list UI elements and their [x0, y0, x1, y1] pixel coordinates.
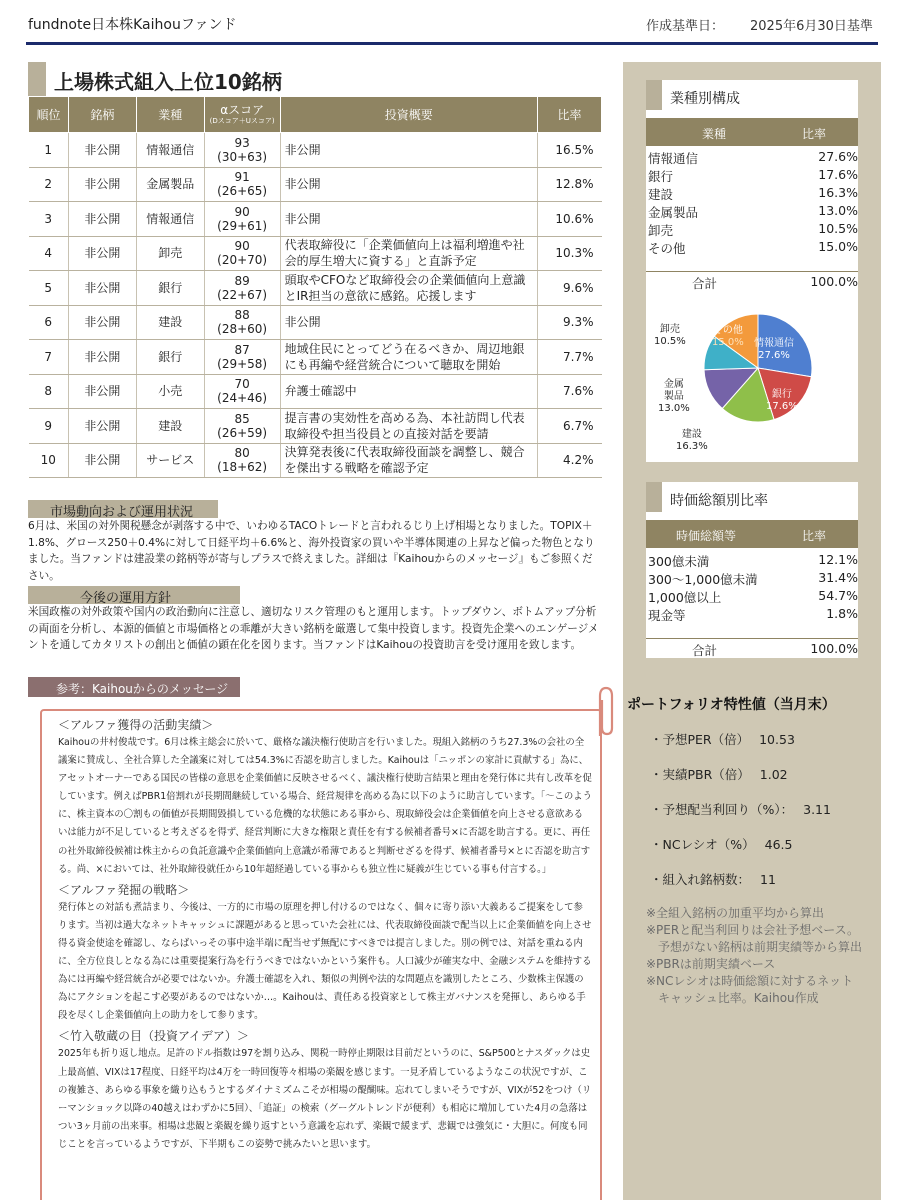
holdings-header-row — [29, 97, 602, 133]
industry-row-value: 16.3% — [818, 185, 858, 200]
portfolio-item — [650, 800, 831, 818]
row-score-detail: (18+62) — [217, 460, 268, 475]
title-accent-bar — [646, 482, 662, 512]
pie-label-bank-value: 17.6% — [766, 401, 798, 412]
pie-label-other-name: その他 — [712, 325, 743, 336]
row-industry: 金属製品 — [136, 167, 204, 202]
portfolio-note: ※PBRは前期実績ベース — [646, 957, 776, 971]
row-rank: 6 — [29, 305, 69, 340]
portfolio-item — [650, 765, 788, 783]
col-name: 銘柄 — [68, 97, 136, 133]
pie-label-const — [676, 429, 708, 453]
row-industry: 銀行 — [136, 271, 204, 306]
industry-row-value: 17.6% — [818, 167, 858, 182]
row-score-value: 89 — [234, 273, 250, 288]
col-industry: 業種 — [136, 97, 204, 133]
industry-row-value: 15.0% — [818, 239, 858, 254]
industry-col-name: 業種 — [702, 127, 727, 141]
pie-label-whole-name: 卸売 — [659, 324, 680, 335]
portfolio-item-label: ・組入れ銘柄数： — [650, 872, 751, 887]
row-score-detail: (29+58) — [217, 356, 268, 371]
message-section-title: ＜アルファ獲得の活動実績＞ — [58, 718, 214, 732]
row-score — [204, 236, 280, 271]
portfolio-item-value: 46.5 — [764, 837, 793, 852]
row-name: 非公開 — [68, 340, 136, 375]
table-row — [29, 167, 602, 202]
pie-label-other — [712, 325, 744, 349]
header-rule — [26, 42, 878, 45]
paperclip-icon — [592, 684, 620, 740]
table-row — [29, 374, 602, 409]
pie-label-info-value: 27.6% — [758, 350, 790, 361]
row-score-value: 90 — [234, 239, 250, 254]
industry-total-row — [646, 271, 858, 289]
row-rank: 9 — [29, 409, 69, 444]
cap-total-row — [646, 638, 858, 656]
row-score-value: 90 — [234, 204, 250, 219]
cap-row-label: 1,000億以上 — [648, 590, 722, 605]
industry-row-value: 10.5% — [818, 221, 858, 236]
industry-row-value: 27.6% — [818, 149, 858, 164]
row-ratio: 9.6% — [538, 271, 602, 306]
fund-name: fundnote日本株Kaihouファンド — [28, 17, 237, 33]
pie-label-bank — [766, 389, 798, 413]
industry-row — [646, 166, 858, 184]
row-rank: 10 — [29, 443, 69, 478]
pie-label-info — [754, 338, 794, 362]
row-summary: 地域住民にとってどう在るべきか、周辺地銀にも再編や経営統合について聴取を開始 — [280, 340, 537, 375]
portfolio-note: 予想がない銘柄は前期実績等から算出 — [646, 940, 863, 954]
row-score-value: 80 — [234, 446, 250, 461]
row-score-detail: (30+63) — [217, 149, 268, 164]
industry-row — [646, 184, 858, 202]
row-ratio: 7.7% — [538, 340, 602, 375]
row-name: 非公開 — [68, 271, 136, 306]
row-score — [204, 443, 280, 478]
message-section-3 — [56, 1027, 592, 1154]
market-text: 6月は、米国の対外関税懸念が剥落する中で、いわゆるTACOトレードと言われるじり上げ相場となりました。TOPIX＋1.8%、グロース250＋0.4%に対して日経平均＋6.6%と、海外投資家の買いや半導体関連の上昇など偏った物色となりました。当ファンドは建設業の銘柄等が寄与しプラスで終えました。詳細は『Kaihouからのメッセージ』もご参照ください。 — [28, 520, 595, 582]
portfolio-item-value: 1.02 — [759, 767, 788, 782]
row-score — [204, 374, 280, 409]
row-industry: 建設 — [136, 305, 204, 340]
industry-row-value: 13.0% — [818, 203, 858, 218]
row-score-value: 85 — [234, 411, 250, 426]
portfolio-item — [650, 870, 776, 888]
row-score-detail: (29+61) — [217, 218, 268, 233]
row-score-value: 70 — [234, 377, 250, 392]
portfolio-note: ※全組入銘柄の加重平均から算出 — [646, 906, 825, 920]
row-summary: 非公開 — [280, 305, 537, 340]
portfolio-item-value: 3.11 — [803, 802, 831, 817]
industry-row-label: その他 — [648, 241, 686, 256]
pie-label-metal-name-1: 金属 — [663, 379, 684, 390]
pie-label-metal-name-2: 製品 — [663, 391, 684, 402]
col-score — [204, 97, 280, 133]
row-ratio: 4.2% — [538, 443, 602, 478]
holdings-title: 上場株式組入上位10銘柄 — [54, 70, 282, 94]
cap-row — [646, 569, 858, 587]
row-score-detail: (28+60) — [217, 322, 268, 337]
table-row — [29, 305, 602, 340]
row-summary: 非公開 — [280, 202, 537, 237]
row-ratio: 12.8% — [538, 167, 602, 202]
title-accent-bar — [646, 80, 662, 110]
col-summary: 投資概要 — [280, 97, 537, 133]
cap-col-ratio: 比率 — [802, 529, 827, 543]
table-row — [29, 409, 602, 444]
row-ratio: 16.5% — [538, 133, 602, 168]
cap-row-label: 現金等 — [648, 608, 686, 623]
title-accent-bar — [28, 62, 46, 96]
row-summary: 非公開 — [280, 133, 537, 168]
portfolio-item-label: ・予想PER（倍） — [650, 732, 750, 747]
cap-col-name: 時価総額等 — [676, 529, 737, 543]
row-name: 非公開 — [68, 202, 136, 237]
row-rank: 7 — [29, 340, 69, 375]
message-section-1 — [56, 716, 592, 879]
row-score-detail: (24+46) — [217, 391, 268, 406]
message-content — [56, 714, 592, 1154]
row-rank: 2 — [29, 167, 69, 202]
pie-label-whole-value: 10.5% — [654, 336, 686, 347]
row-summary: 決算発表後に代表取締役面談を調整し、競合を傑出する戦略を確認予定 — [280, 443, 537, 478]
message-section-title: ＜竹入敬蔵の目（投資アイデア）＞ — [58, 1029, 249, 1044]
row-rank: 4 — [29, 236, 69, 271]
portfolio-item-value: 10.53 — [759, 732, 795, 747]
row-rank: 5 — [29, 271, 69, 306]
cap-row — [646, 551, 858, 569]
industry-title: 業種別構成 — [670, 91, 740, 107]
industry-total-value: 100.0% — [810, 274, 858, 289]
portfolio-item-label: ・NCレシオ（%） — [650, 837, 755, 852]
report-date-value: 2025年6月30日基準 — [750, 19, 873, 34]
portfolio-item-value: 11 — [760, 872, 776, 887]
industry-row-label: 銀行 — [648, 169, 674, 184]
message-heading: 参考：Kaihouからのメッセージ — [56, 682, 229, 696]
row-name: 非公開 — [68, 133, 136, 168]
industry-row-label: 卸売 — [648, 223, 674, 238]
cap-total-label: 合計 — [692, 643, 718, 658]
row-rank: 3 — [29, 202, 69, 237]
portfolio-item — [650, 730, 795, 748]
cap-title-bar — [646, 482, 858, 512]
table-row — [29, 236, 602, 271]
message-heading-bar — [28, 677, 240, 697]
cap-row-label: 300～1,000億未満 — [648, 572, 758, 587]
report-date-label: 作成基準日： — [646, 19, 725, 34]
portfolio-note: ※PERと配当利回りは会社予想ベース。 — [646, 923, 859, 937]
industry-row-label: 金属製品 — [648, 205, 699, 220]
table-row — [29, 443, 602, 478]
col-rank: 順位 — [29, 97, 69, 133]
row-summary: 提言書の実効性を高める為、本社訪問し代表取締役や担当役員との直接対話を要請 — [280, 409, 537, 444]
message-section-title: ＜アルファ発掘の戦略＞ — [58, 882, 190, 897]
portfolio-item — [650, 835, 792, 853]
row-name: 非公開 — [68, 167, 136, 202]
row-score — [204, 202, 280, 237]
row-industry: 卸売 — [136, 236, 204, 271]
market-heading-bar — [28, 500, 218, 518]
pie-label-const-name: 建設 — [681, 429, 702, 440]
pie-label-info-name: 情報通信 — [754, 338, 794, 349]
table-row — [29, 340, 602, 375]
row-name: 非公開 — [68, 236, 136, 271]
market-heading: 市場動向および運用状況 — [50, 505, 194, 520]
col-ratio: 比率 — [538, 97, 602, 133]
page-header — [0, 0, 905, 44]
row-score-detail: (26+59) — [217, 425, 268, 440]
row-score-detail: (22+67) — [217, 287, 268, 302]
portfolio-item-label: ・実績PBR（倍） — [650, 767, 750, 782]
industry-row-label: 建設 — [648, 187, 674, 202]
row-ratio: 10.3% — [538, 236, 602, 271]
row-ratio: 10.6% — [538, 202, 602, 237]
row-summary: 代表取締役に「企業価値向上は福利増進や社会的厚生増大に資する」と直訴予定 — [280, 236, 537, 271]
pie-label-other-value: 15.0% — [712, 337, 744, 348]
row-ratio: 7.6% — [538, 374, 602, 409]
row-summary: 頭取やCFOなど取締役会の企業価値向上意識とIR担当の意欲に感銘。応援します — [280, 271, 537, 306]
cap-row-value: 54.7% — [818, 588, 858, 603]
row-score — [204, 340, 280, 375]
row-summary: 非公開 — [280, 167, 537, 202]
cap-header — [646, 520, 858, 548]
row-score — [204, 271, 280, 306]
col-score-main: αスコア — [220, 102, 265, 117]
portfolio-title: ポートフォリオ特性値（当月末） — [627, 697, 836, 713]
row-name: 非公開 — [68, 409, 136, 444]
row-score — [204, 133, 280, 168]
row-name: 非公開 — [68, 443, 136, 478]
row-score-detail: (20+70) — [217, 253, 268, 268]
row-rank: 1 — [29, 133, 69, 168]
pie-label-bank-name: 銀行 — [771, 389, 792, 400]
row-industry: 情報通信 — [136, 202, 204, 237]
pie-label-const-value: 16.3% — [676, 441, 708, 452]
row-score — [204, 409, 280, 444]
col-score-sub: (Dスコア＋Uスコア) — [209, 116, 275, 125]
portfolio-item-label: ・予想配当利回り（%）： — [650, 802, 794, 817]
message-section-text: 2025年も折り返し地点。足許のドル指数は97を割り込み、関税一時停止期限は目前だというのに、S&P500とナスダックは史上最高値、VIXは17程度、日経平均は4万を一時回復等々相場の楽観を感じます。一見矛盾しているようなこの状況ですが、この複雑さ、あらゆる事象を織り込もうとするダイナミズムこそが相場の醍醐味。忘れてしまいそうですが、VIXが52をつけ（リーマンショック以降の40越えはわずかに5回）、「追証」の検索（グーグルトレンドが便利）も相応に増加していた4月の急落はつい3ヶ月前の出来事。相場は悲観と楽観を繰り返すという意識を忘れず、楽観で緩まず、悲観では強気に・大胆に。何度も同じことを言っているようですが、下半期もこの姿勢で挑みたいと思います。 — [58, 1048, 592, 1150]
row-score-value: 91 — [234, 170, 250, 185]
holdings-table — [28, 96, 602, 478]
industry-row-label: 情報通信 — [648, 151, 699, 166]
portfolio-note: ※NCレシオは時価総額に対するネット — [646, 974, 854, 988]
row-score-value: 87 — [234, 342, 250, 357]
holdings-section-title — [28, 62, 602, 96]
cap-row-value: 12.1% — [818, 552, 858, 567]
row-name: 非公開 — [68, 305, 136, 340]
pie-label-whole — [654, 324, 686, 348]
industry-row — [646, 148, 858, 166]
row-industry: サービス — [136, 443, 204, 478]
cap-title: 時価総額別比率 — [670, 493, 768, 509]
row-industry: 情報通信 — [136, 133, 204, 168]
industry-header — [646, 118, 858, 146]
row-score — [204, 305, 280, 340]
message-section-2 — [56, 881, 592, 1026]
cap-row — [646, 587, 858, 605]
policy-text: 米国政権の対外政策や国内の政治動向に注意し、適切なリスク管理のもと運用します。トップダウン、ボトムアップ分析の両面を分析し、本源的価値と市場価格との乖離が大きい銘柄を厳選して集中投資します。投資先企業へのエンゲージメントを通してカタリストの創出と価値の顕在化を図ります。当ファンドはKaihouの投資助言を受け運用を致します。 — [28, 606, 599, 652]
cap-row-value: 31.4% — [818, 570, 858, 585]
row-rank: 8 — [29, 374, 69, 409]
industry-title-bar — [646, 80, 858, 110]
cap-row-label: 300億未満 — [648, 554, 710, 569]
row-summary: 弁護士確認中 — [280, 374, 537, 409]
message-section-text: 発行体との対話も煮詰まり、今後は、一方的に市場の原理を押し付けるのではなく、個々に寄り添い大義あるご提案をして参ります。当初は過大なネットキャッシュに課題があると思っていた会社には、代表取締役面談で配当以上に企業価値を向上させ得る資金使途を確認し、ならばいっその事中途半端に配当せず無配にすべきでは提言しました。別の例では、対話を重ねる内に、全方位良しとなる為には重要提案行為を行うべきではないかという案件も。人口減少が確実な中、金融システムを維持する為には再編や経営統合が必要ではないか。弁護士確認を入れ、類似の判例や法的な問題点を識別したところ、少数株主保護の為にアクションを起こす必要があるのではないか…。Kaihouは、責任ある投資家として株主ガバナンスを発揮し、あらゆる手段を尽くし企業価値向上の助力をして参ります。 — [58, 901, 592, 1022]
message-section-text: Kaihouの井村俊哉です。6月は株主総会に於いて、厳格な議決権行使助言を行いました。現組入銘柄のうち27.3%の会社の全議案に賛成し、全社合算した全議案に対しては54.3%に否認を助言しました。Kaihouは「ニッポンの家計に貢献する」為に、アセットオーナーである国民の皆様の意思を企業価値に反映させるべく、議決権行使助言結果と理由を発行体に共有し改革を促しています。例えばPBR1倍割れが長期間継続している場合、経営規律を高める為に以下のように助言しています。「～このように、株主資本の〇割もの価値が長期間毀損している危機的な状態にある事から、現取締役会は企業価値を向上させる意欲あるいは能力が不足していると考えざるを得ず、経営判断に大きな権限と責任を有する候補者番号×に否認を助言する。更に、再任の社外取締役候補は株主からの負託意識や企業価値向上意識が希薄であると判断せざるを得ず、候補者番号×とに否認を助言する。尚、×においては、社外取締役就任から10年超経過している事からも独立性に疑義が生じている事も付言する。」 — [58, 737, 592, 875]
row-score — [204, 167, 280, 202]
table-row — [29, 133, 602, 168]
row-industry: 小売 — [136, 374, 204, 409]
industry-row — [646, 238, 858, 256]
industry-total-label: 合計 — [692, 276, 718, 291]
table-row — [29, 271, 602, 306]
table-row — [29, 202, 602, 237]
row-ratio: 6.7% — [538, 409, 602, 444]
policy-heading: 今後の運用方針 — [80, 591, 172, 606]
industry-col-ratio: 比率 — [802, 127, 827, 141]
industry-row — [646, 202, 858, 220]
row-industry: 銀行 — [136, 340, 204, 375]
row-score-value: 88 — [234, 308, 250, 323]
row-score-detail: (26+65) — [217, 184, 268, 199]
row-score-value: 93 — [234, 135, 250, 150]
cap-total-value: 100.0% — [810, 641, 858, 656]
row-industry: 建設 — [136, 409, 204, 444]
row-ratio: 9.3% — [538, 305, 602, 340]
pie-label-metal — [658, 379, 690, 415]
row-name: 非公開 — [68, 374, 136, 409]
cap-row-value: 1.8% — [826, 606, 858, 621]
industry-row — [646, 220, 858, 238]
policy-heading-bar — [28, 586, 240, 604]
cap-row — [646, 605, 858, 623]
portfolio-note: キャッシュ比率。Kaihou作成 — [646, 991, 819, 1005]
pie-label-metal-value: 13.0% — [658, 403, 690, 414]
